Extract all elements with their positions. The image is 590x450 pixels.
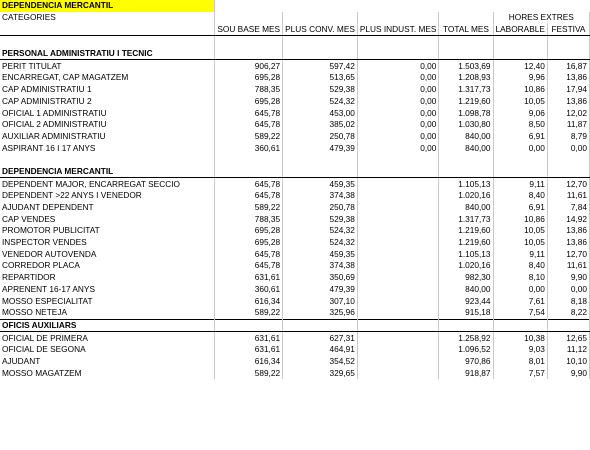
festiva-cell[interactable]: 8,18	[547, 295, 589, 307]
category-cell[interactable]: REPARTIDOR	[0, 272, 215, 284]
laborable-cell[interactable]: 7,57	[493, 367, 547, 379]
sou-base-cell[interactable]: 645,78	[215, 260, 283, 272]
sou-base-cell[interactable]: 645,78	[215, 248, 283, 260]
sou-base-cell[interactable]: 695,28	[215, 225, 283, 237]
laborable-cell[interactable]: 10,38	[493, 332, 547, 344]
plus-conv-cell[interactable]: 374,38	[283, 190, 358, 202]
category-cell[interactable]: DEPENDENT MAJOR, ENCARREGAT SECCIO	[0, 178, 215, 190]
plus-conv-cell[interactable]: 250,78	[283, 131, 358, 143]
total-cell[interactable]: 982,30	[439, 272, 493, 284]
category-cell[interactable]: VENEDOR AUTOVENDA	[0, 248, 215, 260]
total-cell[interactable]: 918,87	[439, 367, 493, 379]
total-cell[interactable]: 840,00	[439, 131, 493, 143]
plus-indust-cell[interactable]: 0,00	[357, 119, 439, 131]
laborable-cell[interactable]: 10,86	[493, 213, 547, 225]
sou-base-cell[interactable]: 645,78	[215, 119, 283, 131]
total-cell[interactable]: 1.105,13	[439, 248, 493, 260]
plus-conv-cell[interactable]: 350,69	[283, 272, 358, 284]
spacer-row	[0, 154, 590, 166]
laborable-cell[interactable]: 8,40	[493, 190, 547, 202]
section-title-cell[interactable]: OFICIS AUXILIARS	[0, 319, 215, 332]
category-cell[interactable]: ASPIRANT 16 I 17 ANYS	[0, 142, 215, 154]
table-row	[0, 107, 590, 119]
table-row	[0, 237, 590, 249]
festiva-cell[interactable]: 0,00	[547, 142, 589, 154]
laborable-cell[interactable]: 10,05	[493, 237, 547, 249]
laborable-cell[interactable]: 9,03	[493, 344, 547, 356]
table-row	[0, 284, 590, 296]
category-cell[interactable]: AJUDANT	[0, 356, 215, 368]
festiva-cell[interactable]: 12,02	[547, 107, 589, 119]
laborable-cell[interactable]: 10,05	[493, 225, 547, 237]
sou-base-cell[interactable]: 645,78	[215, 178, 283, 190]
col-header-plus-indust[interactable]: PLUS INDUST. MES	[357, 23, 439, 35]
section-title-cell[interactable]: PERSONAL ADMINISTRATIU I TECNIC	[0, 48, 215, 60]
festiva-cell[interactable]: 12,70	[547, 248, 589, 260]
plus-conv-cell[interactable]: 597,42	[283, 60, 358, 72]
category-cell[interactable]: PERIT TITULAT	[0, 60, 215, 72]
laborable-cell[interactable]: 0,00	[493, 142, 547, 154]
table-row	[0, 72, 590, 84]
sou-base-cell[interactable]: 589,22	[215, 202, 283, 214]
header-row-2	[0, 23, 590, 35]
total-cell[interactable]: 840,00	[439, 142, 493, 154]
table-row	[0, 60, 590, 72]
plus-indust-cell[interactable]	[357, 295, 439, 307]
section-header-row	[0, 166, 590, 178]
category-cell[interactable]: CAP ADMINISTRATIU 1	[0, 84, 215, 96]
sou-base-cell[interactable]: 645,78	[215, 107, 283, 119]
plus-conv-cell[interactable]: 524,32	[283, 237, 358, 249]
plus-conv-cell[interactable]: 459,35	[283, 178, 358, 190]
sou-base-cell[interactable]: 589,22	[215, 307, 283, 319]
laborable-cell[interactable]: 9,96	[493, 72, 547, 84]
table-row	[0, 272, 590, 284]
plus-indust-cell[interactable]	[357, 202, 439, 214]
plus-indust-cell[interactable]	[357, 307, 439, 319]
category-cell[interactable]: ENCARREGAT, CAP MAGATZEM	[0, 72, 215, 84]
sou-base-cell[interactable]: 589,22	[215, 131, 283, 143]
col-header-laborable[interactable]: LABORABLE	[493, 23, 547, 35]
category-cell[interactable]: OFICIAL 2 ADMINISTRATIU	[0, 119, 215, 131]
category-cell[interactable]: AJUDANT DEPENDENT	[0, 202, 215, 214]
table-row	[0, 131, 590, 143]
table-row	[0, 142, 590, 154]
total-cell[interactable]: 1.020,16	[439, 190, 493, 202]
col-header-sou-base[interactable]: SOU BASE MES	[215, 23, 283, 35]
table-row	[0, 356, 590, 368]
plus-conv-cell[interactable]: 385,02	[283, 119, 358, 131]
table-row	[0, 213, 590, 225]
plus-conv-cell[interactable]: 479,39	[283, 284, 358, 296]
laborable-cell[interactable]: 7,61	[493, 295, 547, 307]
plus-indust-cell[interactable]: 0,00	[357, 131, 439, 143]
plus-indust-cell[interactable]: 0,00	[357, 60, 439, 72]
category-cell[interactable]: OFICIAL DE SEGONA	[0, 344, 215, 356]
laborable-cell[interactable]: 10,86	[493, 84, 547, 96]
total-cell[interactable]: 1.208,93	[439, 72, 493, 84]
title-row	[0, 0, 590, 12]
table-row	[0, 178, 590, 190]
spacer-row	[0, 36, 590, 48]
total-cell[interactable]: 1.258,92	[439, 332, 493, 344]
plus-conv-cell[interactable]: 329,65	[283, 367, 358, 379]
sou-base-cell[interactable]: 616,34	[215, 356, 283, 368]
total-cell[interactable]: 1.503,69	[439, 60, 493, 72]
category-cell[interactable]: AUXILIAR ADMINISTRATIU	[0, 131, 215, 143]
festiva-cell[interactable]: 10,10	[547, 356, 589, 368]
sheet-title-cell[interactable]: DEPENDENCIA MERCANTIL	[0, 0, 215, 12]
plus-conv-cell[interactable]: 307,10	[283, 295, 358, 307]
laborable-cell[interactable]: 7,54	[493, 307, 547, 319]
sou-base-cell[interactable]: 788,35	[215, 213, 283, 225]
festiva-cell[interactable]: 11,61	[547, 190, 589, 202]
plus-conv-cell[interactable]: 459,35	[283, 248, 358, 260]
festiva-cell[interactable]: 0,00	[547, 284, 589, 296]
plus-indust-cell[interactable]	[357, 344, 439, 356]
category-cell[interactable]: MOSSO ESPECIALITAT	[0, 295, 215, 307]
sou-base-cell[interactable]: 695,28	[215, 72, 283, 84]
sou-base-cell[interactable]: 645,78	[215, 190, 283, 202]
category-cell[interactable]: APRENENT 16-17 ANYS	[0, 284, 215, 296]
section-title-cell[interactable]: DEPENDENCIA MERCANTIL	[0, 166, 215, 178]
table-row	[0, 96, 590, 108]
category-cell[interactable]: CORREDOR PLACA	[0, 260, 215, 272]
table-row	[0, 295, 590, 307]
festiva-cell[interactable]: 13,86	[547, 225, 589, 237]
festiva-cell[interactable]: 12,70	[547, 178, 589, 190]
laborable-cell[interactable]: 9,11	[493, 178, 547, 190]
table-row	[0, 84, 590, 96]
section-header-row	[0, 319, 590, 332]
festiva-cell[interactable]: 8,79	[547, 131, 589, 143]
col-header-plus-conv[interactable]: PLUS CONV. MES	[283, 23, 358, 35]
categories-header-cell[interactable]: CATEGORIES	[0, 12, 215, 24]
plus-conv-cell[interactable]: 524,32	[283, 225, 358, 237]
laborable-cell[interactable]: 12,40	[493, 60, 547, 72]
total-cell[interactable]: 1.317,73	[439, 213, 493, 225]
plus-indust-cell[interactable]	[357, 190, 439, 202]
total-cell[interactable]: 1.030,80	[439, 119, 493, 131]
total-cell[interactable]: 1.219,60	[439, 96, 493, 108]
laborable-cell[interactable]: 9,06	[493, 107, 547, 119]
laborable-cell[interactable]: 8,40	[493, 260, 547, 272]
plus-conv-cell[interactable]: 627,31	[283, 332, 358, 344]
category-cell[interactable]: INSPECTOR VENDES	[0, 237, 215, 249]
plus-indust-cell[interactable]: 0,00	[357, 96, 439, 108]
festiva-cell[interactable]: 17,94	[547, 84, 589, 96]
festiva-cell[interactable]: 11,12	[547, 344, 589, 356]
total-cell[interactable]: 1.317,73	[439, 84, 493, 96]
laborable-cell[interactable]: 6,91	[493, 131, 547, 143]
section-header-row	[0, 48, 590, 60]
category-cell[interactable]: CAP ADMINISTRATIU 2	[0, 96, 215, 108]
plus-indust-cell[interactable]	[357, 332, 439, 344]
table-row	[0, 190, 590, 202]
sou-base-cell[interactable]: 360,61	[215, 284, 283, 296]
plus-conv-cell[interactable]: 354,52	[283, 356, 358, 368]
plus-indust-cell[interactable]	[357, 272, 439, 284]
category-cell[interactable]: OFICIAL DE PRIMERA	[0, 332, 215, 344]
festiva-cell[interactable]: 13,86	[547, 237, 589, 249]
table-row	[0, 260, 590, 272]
category-cell[interactable]: MOSSO NETEJA	[0, 307, 215, 319]
sou-base-cell[interactable]: 788,35	[215, 84, 283, 96]
laborable-cell[interactable]: 6,91	[493, 202, 547, 214]
col-header-total[interactable]: TOTAL MES	[439, 23, 493, 35]
category-cell[interactable]: OFICIAL 1 ADMINISTRATIU	[0, 107, 215, 119]
festiva-cell[interactable]: 13,86	[547, 96, 589, 108]
festiva-cell[interactable]: 11,61	[547, 260, 589, 272]
plus-conv-cell[interactable]: 524,32	[283, 96, 358, 108]
table-row	[0, 332, 590, 344]
total-cell[interactable]: 840,00	[439, 284, 493, 296]
table-row	[0, 119, 590, 131]
festiva-cell[interactable]: 8,22	[547, 307, 589, 319]
festiva-cell[interactable]: 13,86	[547, 72, 589, 84]
plus-conv-cell[interactable]: 325,96	[283, 307, 358, 319]
table-row	[0, 367, 590, 379]
sou-base-cell[interactable]: 695,28	[215, 237, 283, 249]
plus-conv-cell[interactable]: 529,38	[283, 84, 358, 96]
plus-indust-cell[interactable]	[357, 237, 439, 249]
plus-indust-cell[interactable]	[357, 248, 439, 260]
total-cell[interactable]: 1.020,16	[439, 260, 493, 272]
laborable-cell[interactable]: 10,05	[493, 96, 547, 108]
sou-base-cell[interactable]: 906,27	[215, 60, 283, 72]
total-cell[interactable]: 840,00	[439, 202, 493, 214]
laborable-cell[interactable]: 8,01	[493, 356, 547, 368]
festiva-cell[interactable]: 12,65	[547, 332, 589, 344]
total-cell[interactable]: 915,18	[439, 307, 493, 319]
plus-conv-cell[interactable]: 250,78	[283, 202, 358, 214]
plus-indust-cell[interactable]	[357, 284, 439, 296]
plus-indust-cell[interactable]	[357, 367, 439, 379]
total-cell[interactable]: 970,86	[439, 356, 493, 368]
plus-indust-cell[interactable]	[357, 356, 439, 368]
sou-base-cell[interactable]: 616,34	[215, 295, 283, 307]
hores-extres-header-cell[interactable]: HORES EXTRES	[493, 12, 589, 24]
category-cell[interactable]: CAP VENDES	[0, 213, 215, 225]
table-row	[0, 307, 590, 319]
plus-indust-cell[interactable]	[357, 213, 439, 225]
festiva-cell[interactable]: 7,84	[547, 202, 589, 214]
header-row-1	[0, 12, 590, 24]
plus-conv-cell[interactable]: 513,65	[283, 72, 358, 84]
festiva-cell[interactable]: 16,87	[547, 60, 589, 72]
festiva-cell[interactable]: 9,90	[547, 272, 589, 284]
table-row	[0, 202, 590, 214]
category-cell[interactable]: MOSSO MAGATZEM	[0, 367, 215, 379]
table-row	[0, 344, 590, 356]
sou-base-cell[interactable]: 589,22	[215, 367, 283, 379]
total-cell[interactable]: 1.219,60	[439, 225, 493, 237]
plus-indust-cell[interactable]	[357, 225, 439, 237]
table-row	[0, 248, 590, 260]
festiva-cell[interactable]: 11,87	[547, 119, 589, 131]
table-row	[0, 225, 590, 237]
total-cell[interactable]: 923,44	[439, 295, 493, 307]
plus-indust-cell[interactable]: 0,00	[357, 84, 439, 96]
plus-indust-cell[interactable]	[357, 260, 439, 272]
total-cell[interactable]: 1.098,78	[439, 107, 493, 119]
total-cell[interactable]: 1.105,13	[439, 178, 493, 190]
festiva-cell[interactable]: 9,90	[547, 367, 589, 379]
total-cell[interactable]: 1.219,60	[439, 237, 493, 249]
laborable-cell[interactable]: 0,00	[493, 284, 547, 296]
sou-base-cell[interactable]: 631,61	[215, 344, 283, 356]
sou-base-cell[interactable]: 631,61	[215, 272, 283, 284]
sou-base-cell[interactable]: 695,28	[215, 96, 283, 108]
plus-indust-cell[interactable]: 0,00	[357, 72, 439, 84]
laborable-cell[interactable]: 8,10	[493, 272, 547, 284]
plus-indust-cell[interactable]	[357, 178, 439, 190]
plus-conv-cell[interactable]: 464,91	[283, 344, 358, 356]
laborable-cell[interactable]: 9,11	[493, 248, 547, 260]
festiva-cell[interactable]: 14,92	[547, 213, 589, 225]
sou-base-cell[interactable]: 631,61	[215, 332, 283, 344]
plus-conv-cell[interactable]: 529,38	[283, 213, 358, 225]
category-cell[interactable]: DEPENDENT >22 ANYS I VENEDOR	[0, 190, 215, 202]
laborable-cell[interactable]: 8,50	[493, 119, 547, 131]
plus-indust-cell[interactable]: 0,00	[357, 142, 439, 154]
sou-base-cell[interactable]: 360,61	[215, 142, 283, 154]
total-cell[interactable]: 1.096,52	[439, 344, 493, 356]
col-header-festiva[interactable]: FESTIVA	[547, 23, 589, 35]
category-cell[interactable]: PROMOTOR PUBLICITAT	[0, 225, 215, 237]
plus-conv-cell[interactable]: 479,39	[283, 142, 358, 154]
plus-conv-cell[interactable]: 374,38	[283, 260, 358, 272]
plus-conv-cell[interactable]: 453,00	[283, 107, 358, 119]
plus-indust-cell[interactable]: 0,00	[357, 107, 439, 119]
